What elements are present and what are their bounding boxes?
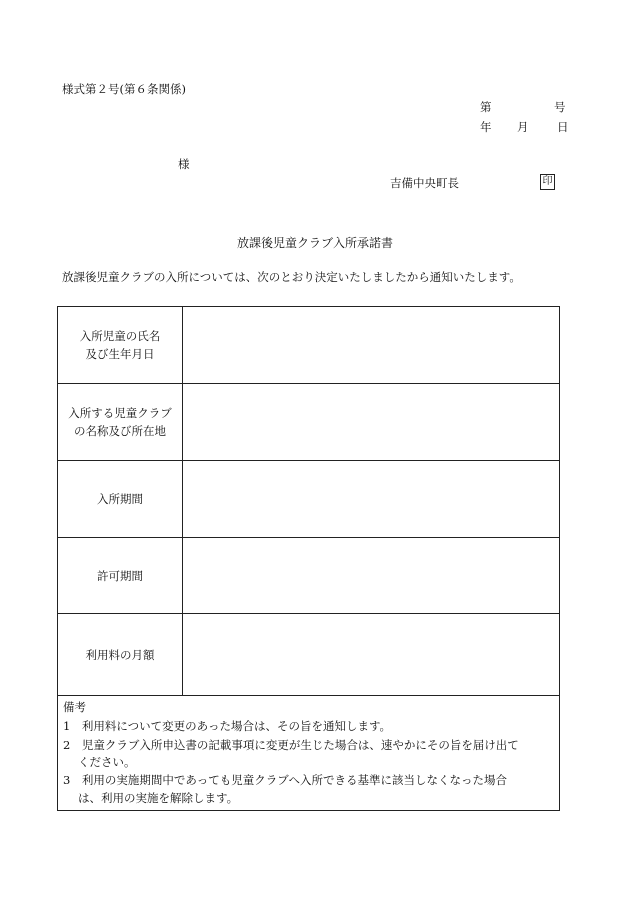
row-label: [58, 307, 183, 384]
table-row: [58, 307, 560, 384]
table-row: [58, 538, 560, 614]
number-prefix: 第: [480, 100, 492, 114]
notes-heading: 備考: [63, 700, 86, 714]
date-year: 年: [480, 120, 492, 134]
note-item-1: 1 利用料について変更のあった場合は、その旨を通知します。: [63, 719, 392, 733]
date-day: 日: [557, 120, 569, 134]
note-item-3-cont: は、利用の実施を解除します。: [78, 791, 239, 805]
row-label-line2: の名称及び所在地: [74, 424, 166, 438]
notes-section: [57, 695, 560, 811]
row-label-line1: 入所する児童クラブ: [68, 406, 172, 420]
row-value-cell[interactable]: [183, 307, 560, 384]
recipient-suffix: 様: [178, 157, 190, 171]
table-row: [58, 614, 560, 696]
table-row: [58, 461, 560, 538]
note-item-2-cont: ください。: [78, 755, 136, 769]
row-label-line2: 及び生年月日: [85, 347, 155, 361]
row-label: 許可期間: [58, 538, 183, 614]
note-item-2: 2 児童クラブ入所申込書の記載事項に変更が生じた場合は、速やかにその旨を届け出て: [63, 738, 519, 752]
approval-table: [57, 306, 560, 696]
table-row: [58, 384, 560, 461]
note-item-3: 3 利用の実施期間中であっても児童クラブへ入所できる基準に該当しなくなった場合: [63, 773, 507, 787]
row-label: [58, 384, 183, 461]
intro-text: 放課後児童クラブの入所については、次のとおり決定いたしましたから通知いたします。: [62, 270, 521, 284]
seal-mark: 印: [540, 174, 555, 190]
row-label: 入所期間: [58, 461, 183, 538]
row-value-cell[interactable]: [183, 384, 560, 461]
document-title: 放課後児童クラブ入所承諾書: [236, 236, 393, 250]
number-suffix: 号: [554, 100, 566, 114]
form-label: 様式第２号(第６条関係): [62, 82, 186, 96]
row-value-cell[interactable]: [183, 538, 560, 614]
row-label-line1: 入所児童の氏名: [79, 329, 161, 343]
issuer-name: 吉備中央町長: [390, 176, 459, 190]
row-value-cell[interactable]: [183, 614, 560, 696]
row-label: 利用料の月額: [58, 614, 183, 696]
date-month: 月: [517, 120, 529, 134]
row-value-cell[interactable]: [183, 461, 560, 538]
